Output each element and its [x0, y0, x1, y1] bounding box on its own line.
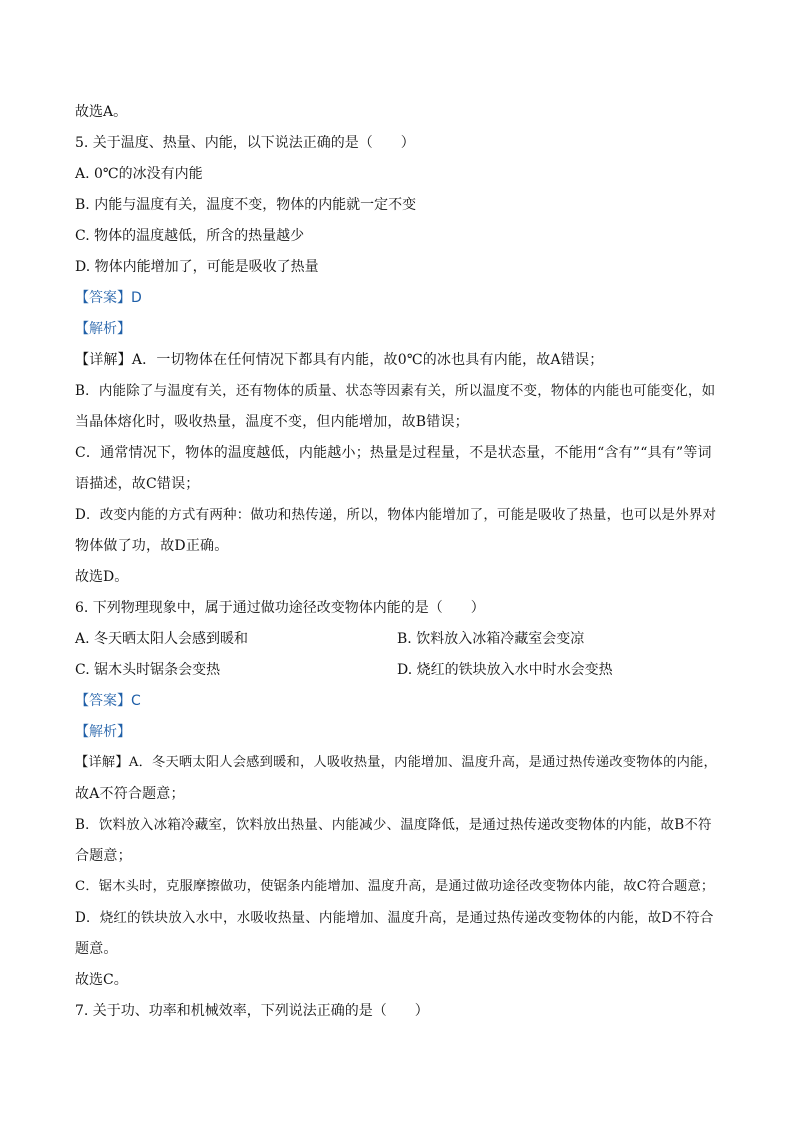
analysis-tag: 【解析】: [75, 724, 131, 740]
solution-line: C．通常情况下，物体的温度越低，内能越小；热量是过程量，不是状态量，不能用“含有”“具有”等词: [75, 445, 712, 461]
question-5-option-b: B. 内能与温度有关，温度不变，物体的内能就一定不变: [75, 197, 417, 213]
question-6-stem: 6. 下列物理现象中，属于通过做功途径改变物体内能的是（ ）: [75, 600, 485, 616]
detail-text: A．冬天晒太阳人会感到暖和，人吸收热量，内能增加、温度升高，是通过热传递改变物体的内能，: [128, 755, 717, 770]
answer-tag: 【答案】: [75, 693, 131, 709]
solution-line: B．饮料放入冰箱冷藏室，饮料放出热量、内能减少、温度降低，是通过热传递改变物体的内能，故B不符: [75, 817, 712, 833]
conclusion-line: 故选D。: [75, 569, 129, 585]
answer-value: D: [131, 290, 142, 306]
question-5-answer-row: [75, 288, 142, 308]
question-6-option-c: C. 锯木头时锯条会变热: [75, 662, 221, 678]
solution-line: D．改变内能的方式有两种：做功和热传递，所以，物体内能增加了，可能是吸收了热量，也可以是外界对: [75, 507, 717, 523]
solution-line: [75, 350, 603, 370]
question-6-option-a: A. 冬天晒太阳人会感到暖和: [75, 631, 249, 647]
question-6-option-d: D. 烧红的铁块放入水中时水会变热: [397, 662, 613, 678]
solution-line: 当晶体熔化时，吸收热量，温度不变，但内能增加，故B错误；: [75, 414, 469, 430]
solution-line: B．内能除了与温度有关，还有物体的质量、状态等因素有关，所以温度不变，物体的内能也可能变化，如: [75, 383, 716, 399]
solution-line: C．锯木头时，克服摩擦做功，使锯条内能增加、温度升高，是通过做功途径改变物体内能，故C符合题意；: [75, 879, 715, 894]
solution-line: 合题意；: [75, 848, 132, 864]
detail-tag: 【详解】: [75, 352, 132, 368]
solution-line: 物体做了功，故D正确。: [75, 538, 229, 554]
question-5-option-a: A. 0℃的冰没有内能: [75, 166, 203, 182]
question-7-stem: 7. 关于功、功率和机械效率，下列说法正确的是（ ）: [75, 1003, 429, 1019]
conclusion-line: 故选A。: [75, 104, 128, 120]
detail-text: A．一切物体在任何情况下都具有内能，故0℃的冰也具有内能，故A错误；: [131, 352, 604, 368]
question-5-option-d: D. 物体内能增加了，可能是吸收了热量: [75, 259, 319, 275]
solution-line: D．烧红的铁块放入水中，水吸收热量、内能增加、温度升高，是通过热传递改变物体的内能，故D不符合: [75, 910, 714, 926]
detail-tag: 【详解】: [75, 755, 129, 770]
solution-line: 题意。: [75, 941, 118, 957]
answer-tag: 【答案】: [75, 290, 131, 306]
solution-line: 故A不符合题意；: [75, 786, 185, 802]
question-5-stem: 5. 关于温度、热量、内能，以下说法正确的是（ ）: [75, 135, 415, 151]
question-5-option-c: C. 物体的温度越低，所含的热量越少: [75, 228, 305, 244]
conclusion-line: 故选C。: [75, 972, 128, 988]
answer-value: C: [131, 693, 141, 709]
analysis-tag: 【解析】: [75, 321, 131, 337]
solution-line: [75, 753, 717, 773]
question-6-option-b: B. 饮料放入冰箱冷藏室会变凉: [397, 631, 585, 647]
solution-line: 语描述，故C错误；: [75, 476, 200, 492]
question-6-answer-row: [75, 691, 141, 711]
